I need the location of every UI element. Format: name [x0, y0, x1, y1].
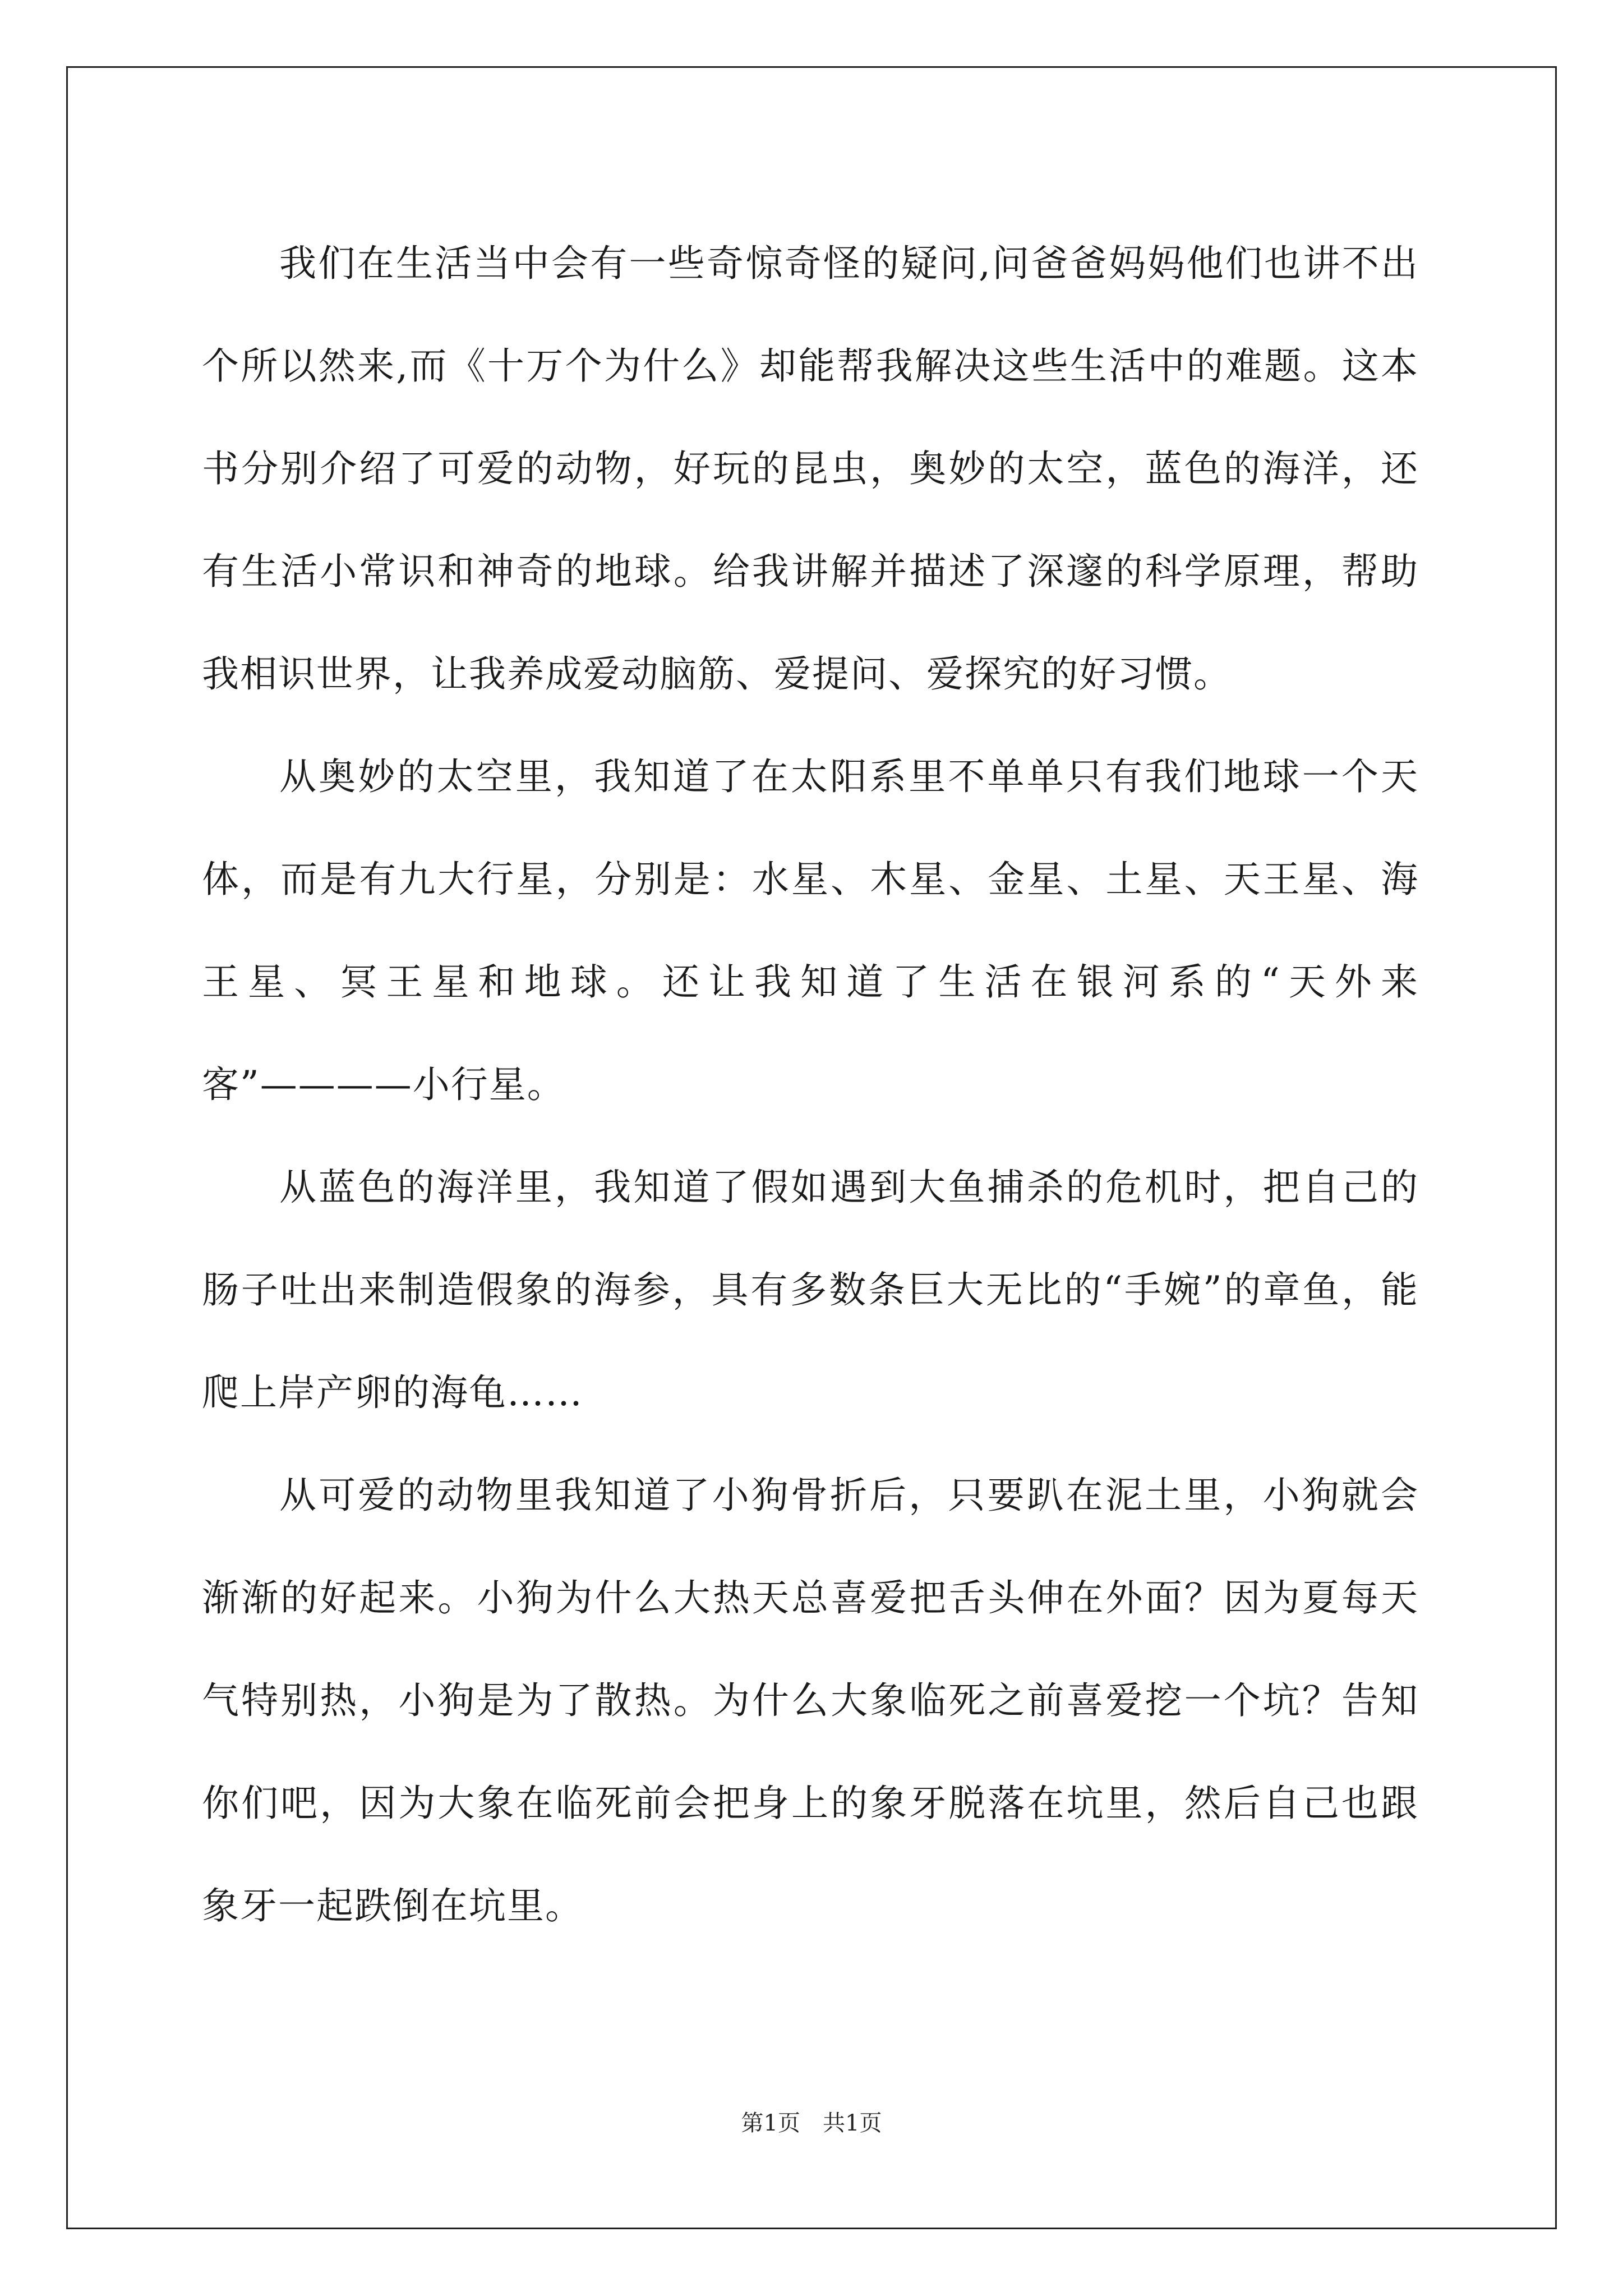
paragraph-space: 从奥妙的太空里，我知道了在太阳系里不单单只有我们地球一个天体，而是有九大行星，分别是：水星、木星、金星、土星、天王星、海王星、冥王星和地球。还让我知道了生活在银河系的“天外来客”————小行星。	[202, 755, 1419, 1106]
paragraph-animals: 从可爱的动物里我知道了小狗骨折后，只要趴在泥土里，小狗就会渐渐的好起来。小狗为什么大热天总喜爱把舌头伸在外面？因为夏每天气特别热，小狗是为了散热。为什么大象临死之前喜爱挖一个坑？告知你们吧，因为大象在临死前会把身上的象牙脱落在坑里，然后自己也跟象牙一起跌倒在坑里。	[202, 1474, 1419, 1927]
paragraph-intro: 我们在生活当中会有一些奇惊奇怪的疑问,问爸爸妈妈他们也讲不出个所以然来,而《十万个为什么》却能帮我解决这些生活中的难题。这本书分别介绍了可爱的动物，好玩的昆虫，奥妙的太空，蓝色的海洋，还有生活小常识和神奇的地球。给我讲解并描述了深邃的科学原理，帮助我相识世界，让我养成爱动脑筋、爱提问、爱探究的好习惯。	[202, 242, 1419, 696]
page-number: 第1页	[741, 2110, 800, 2136]
document-body	[202, 212, 1419, 1957]
page-total: 共1页	[823, 2110, 882, 2136]
paragraph-ocean: 从蓝色的海洋里，我知道了假如遇到大鱼捕杀的危机时，把自己的肠子吐出来制造假象的海参，具有多数条巨大无比的“手婉”的章鱼，能爬上岸产卵的海龟……	[202, 1166, 1419, 1414]
page-footer	[0, 2105, 1623, 2137]
